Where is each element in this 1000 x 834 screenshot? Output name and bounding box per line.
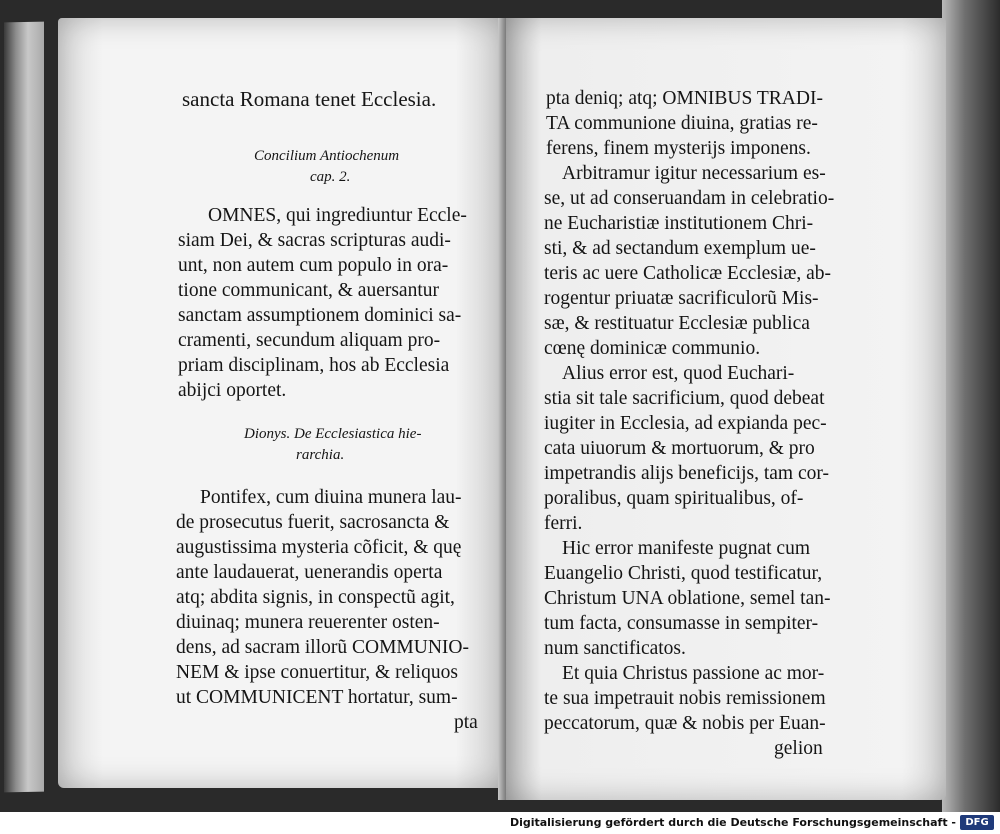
right-line: peccatorum, quæ & nobis per Euan- xyxy=(544,713,826,734)
left-para2-line: NEM & ipse conuertitur, & reliquos xyxy=(176,662,458,683)
right-line: ferri. xyxy=(544,513,583,534)
dfg-logo-icon: DFG xyxy=(960,815,994,830)
catchword-left: pta xyxy=(454,712,478,733)
right-line: sti, & ad sectandum exemplum ue- xyxy=(544,238,816,259)
left-para2-line: augustissima mysteria cõficit, & quę xyxy=(176,537,462,558)
left-para2-line: ante laudauerat, uenerandis operta xyxy=(176,562,443,583)
right-line: Euangelio Christi, quod testificatur, xyxy=(544,563,823,584)
book-edge-left xyxy=(4,22,44,793)
left-heading: sancta Romana tenet Ecclesia. xyxy=(182,87,437,111)
right-page xyxy=(506,18,946,800)
right-line: teris ac uere Catholicæ Ecclesiæ, ab- xyxy=(544,263,831,284)
footer-bar xyxy=(0,812,1000,834)
right-line: sæ, & restituatur Ecclesiæ publica xyxy=(544,313,810,334)
right-line: Arbitramur igitur necessarium es- xyxy=(562,163,826,184)
left-para1-line: cramenti, secundum aliquam pro- xyxy=(178,330,441,351)
right-line: se, ut ad conseruandam in celebratio- xyxy=(544,188,835,209)
right-line: cata uiuorum & mortuorum, & pro xyxy=(544,438,815,459)
council-title: Concilium Antiochenum xyxy=(254,148,400,164)
right-line: Christum UNA oblatione, semel tan- xyxy=(544,588,831,609)
right-line: Hic error manifeste pugnat cum xyxy=(562,538,810,559)
left-para1-line: tione communicant, & auersantur xyxy=(178,280,440,301)
dionys-heading-line2: rarchia. xyxy=(296,447,345,463)
dionys-heading-line1: Dionys. De Ecclesiastica hie- xyxy=(244,426,422,442)
footer-credit: Digitalisierung gefördert durch die Deutsche Forschungsgemeinschaft - xyxy=(509,816,956,829)
left-para1-line: OMNES, qui ingrediuntur Eccle- xyxy=(208,205,467,226)
book-edge-right xyxy=(942,0,1000,812)
left-para2-line: diuinaq; munera reuerenter osten- xyxy=(176,612,440,633)
right-line: impetrandis alijs beneficijs, tam cor- xyxy=(544,463,829,484)
right-line: TA communione diuina, gratias re- xyxy=(546,113,818,134)
right-line: ne Eucharistiæ institutionem Chri- xyxy=(544,213,814,234)
right-line: ferens, finem mysterijs imponens. xyxy=(546,138,811,159)
left-para2-line: Pontifex, cum diuina munera lau- xyxy=(200,487,462,508)
right-line: iugiter in Ecclesia, ad expianda pec- xyxy=(544,413,827,434)
left-para2-line: dens, ad sacram illorũ COMMUNIO- xyxy=(176,637,469,658)
left-para2-line: de prosecutus fuerit, sacrosancta & xyxy=(176,512,450,533)
left-page xyxy=(58,18,510,788)
right-line: te sua impetrauit nobis remissionem xyxy=(544,688,826,709)
right-line: Alius error est, quod Euchari- xyxy=(562,363,795,384)
right-line: poralibus, quam spiritualibus, of- xyxy=(544,488,804,509)
left-para2-line: atq; abdita signis, in conspectũ agit, xyxy=(176,587,455,608)
right-line: stia sit tale sacrificium, quod debeat xyxy=(544,388,825,409)
left-para1-line: abijci oportet. xyxy=(178,380,287,401)
right-line: Et quia Christus passione ac mor- xyxy=(562,663,825,684)
left-para2-line: ut COMMUNICENT hortatur, sum- xyxy=(176,687,458,708)
catchword-right: gelion xyxy=(774,738,823,759)
left-para1-line: unt, non autem cum populo in ora- xyxy=(178,255,449,276)
right-line: cœnę dominicæ communio. xyxy=(544,338,761,359)
council-cap: cap. 2. xyxy=(310,169,351,185)
left-para1-line: sanctam assumptionem dominici sa- xyxy=(178,305,462,326)
left-para1-line: priam disciplinam, hos ab Ecclesia xyxy=(178,355,450,376)
right-line: tum facta, consumasse in sempiter- xyxy=(544,613,819,634)
left-para1-line: siam Dei, & sacras scripturas audi- xyxy=(178,230,451,251)
right-line: num sanctificatos. xyxy=(544,638,686,659)
right-line: rogentur priuatæ sacrificulorũ Mis- xyxy=(544,288,819,309)
right-line: pta deniq; atq; OMNIBUS TRADI- xyxy=(546,88,823,109)
